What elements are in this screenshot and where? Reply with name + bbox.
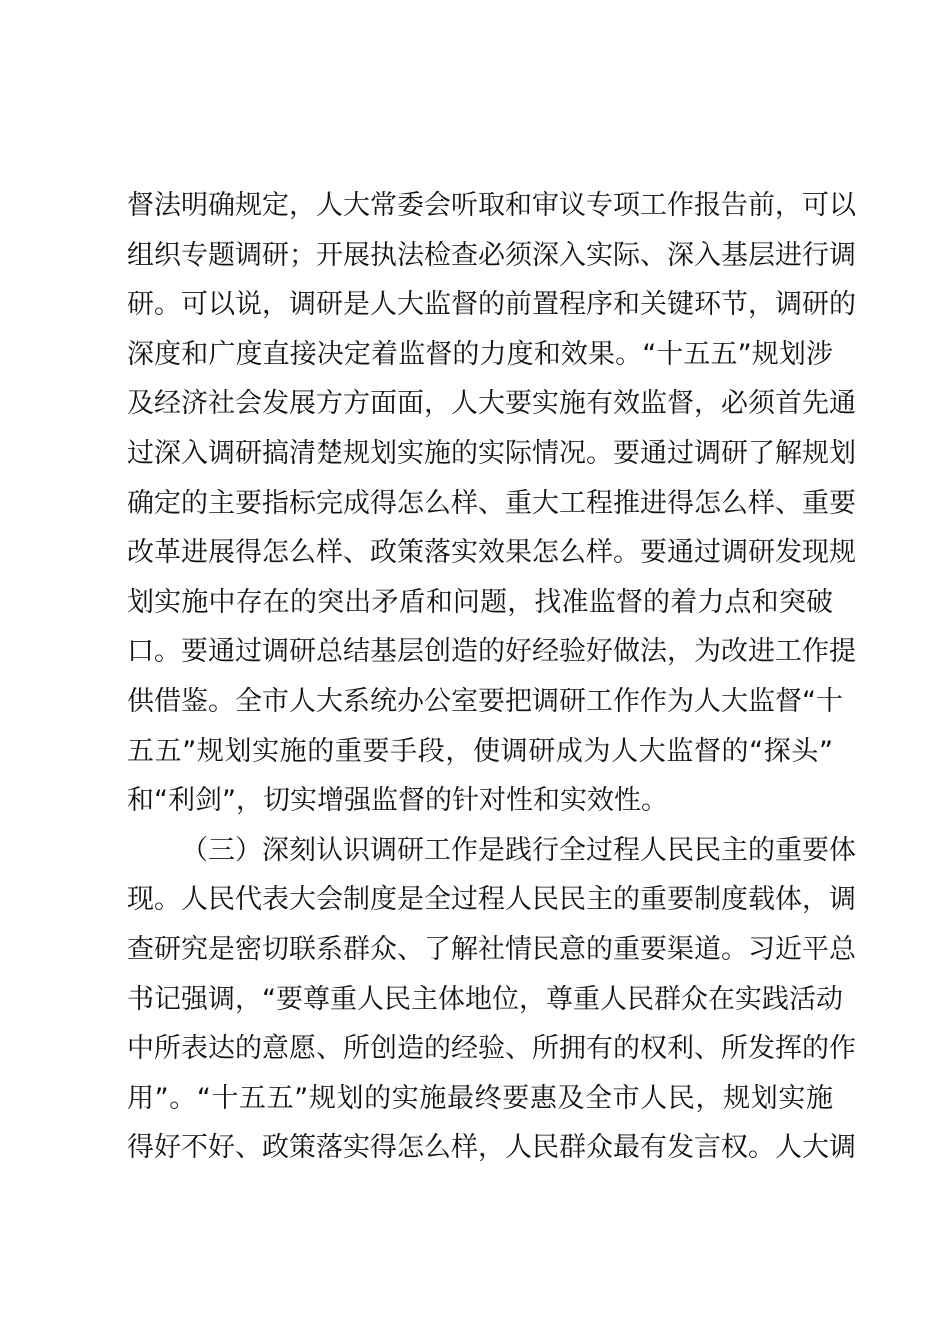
text-line: 深度和广度直接决定着监督的力度和效果。“十五五”规划涉 xyxy=(127,338,833,370)
section-heading-line: （三）深刻认识调研工作是践行全过程人民民主的重要体 xyxy=(181,834,856,866)
text-line: 确定的主要指标完成得怎么样、重大工程推进得怎么样、重要 xyxy=(127,487,856,519)
text-line: 划实施中存在的突出矛盾和问题，找准监督的着力点和突破 xyxy=(127,586,833,618)
text-line: 供借鉴。全市人大系统办公室要把调研工作作为人大监督“十 xyxy=(127,685,843,717)
text-line: 过深入调研搞清楚规划实施的实际情况。要通过调研了解规划 xyxy=(127,437,856,469)
text-line: 口。要通过调研总结基层创造的好经验好做法，为改进工作提 xyxy=(127,636,856,668)
text-line: 中所表达的意愿、所创造的经验、所拥有的权利、所发挥的作 xyxy=(127,1033,856,1065)
text-line: 书记强调，“要尊重人民主体地位，尊重人民群众在实践活动 xyxy=(127,983,843,1015)
text-line: 现。人民代表大会制度是全过程人民民主的重要制度载体，调 xyxy=(127,884,856,916)
body-text xyxy=(127,181,856,1173)
text-line: 督法明确规定，人大常委会听取和审议专项工作报告前，可以 xyxy=(127,190,856,221)
text-line: 改革进展得怎么样、政策落实效果怎么样。要通过调研发现规 xyxy=(127,537,856,569)
text-line: 用”。“十五五”规划的实施最终要惠及全市人民，规划实施 xyxy=(127,1082,833,1114)
paragraph-end-line: 和“利剑”，切实增强监督的针对性和实效性。 xyxy=(127,785,668,817)
text-line: 得好不好、政策落实得怎么样，人民群众最有发言权。人大调 xyxy=(127,1132,856,1164)
text-line: 组织专题调研；开展执法检查必须深入实际、深入基层进行调 xyxy=(127,239,856,271)
text-line: 研。可以说，调研是人大监督的前置程序和关键环节，调研的 xyxy=(127,289,856,321)
text-line: 五五”规划实施的重要手段，使调研成为人大监督的“探头” xyxy=(127,735,833,767)
text-line: 查研究是密切联系群众、了解社情民意的重要渠道。习近平总 xyxy=(127,933,856,965)
text-line: 及经济社会发展方方面面，人大要实施有效监督，必须首先通 xyxy=(127,388,856,420)
